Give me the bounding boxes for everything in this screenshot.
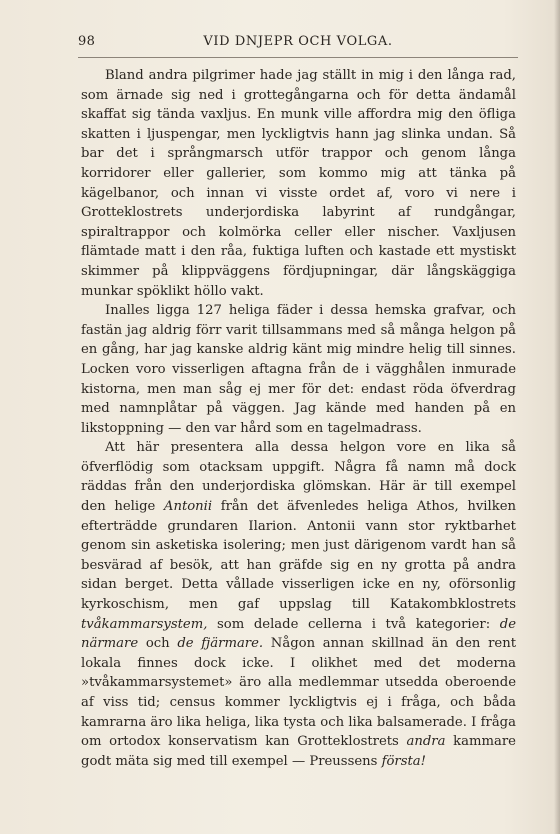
text-segment: kammare godt mäta sig med till exempel — Preussens bbox=[81, 734, 516, 769]
text-segment: som delade cellerna i två kategorier: bbox=[207, 616, 500, 632]
italic-text: andra bbox=[406, 734, 446, 750]
page-header bbox=[78, 30, 518, 54]
text-segment: Bland andra pilgrimer hade jag ställt in mig i den långa rad, som ärnade sig ned i grottegångarna och för detta ändamål skaffat sig tända vaxljus. En munk ville affordra mig den öfliga skatten i ljuspengar, men lyckligtvis hann jag slinka undan. Så bar det i språngmarsch utför trappor och genom långa korridorer eller gallerier, som kommo mig att tänka på kägelbanor, och innan vi visste ordet af, voro vi nere i Grotteklostrets underjordiska labyrint af rundgångar, spiraltrappor och kolmörka celler eller nischer. Vaxljusen flämtade matt i den råa, fuktiga luften och kastade ett mystiskt skimmer på klippväggens fördjupningar, där långskäggiga munkar spöklikt höllo vakt. bbox=[81, 68, 516, 299]
running-title: VID DNJEPR OCH VOLGA. bbox=[203, 34, 393, 49]
text-segment: och bbox=[138, 636, 178, 652]
header-rule bbox=[78, 57, 518, 58]
italic-text: tvåkammarsystem, bbox=[81, 616, 208, 632]
page-edge-shadow bbox=[554, 0, 560, 834]
paragraph bbox=[81, 438, 516, 771]
text-segment: från det äfvenledes heliga Athos, hvilken efterträdde grundaren Ilarion. Antonii vann stor ryktbarhet genom sin asketiska isolering; men just därigenom vardt han så besvärad af besök, att han gräfde sig en ny grotta på andra sidan berget. Detta vållade visserligen icke en ny, oförsonlig kyrkoschism, men gaf uppslag till Katakombklostrets bbox=[81, 499, 516, 613]
text-segment: Någon annan skillnad än den rent lokala finnes dock icke. I olikhet med det moderna »tvåkammarsystemet» äro alla medlemmar utsedda oberoende af viss tid; census kommer lyckligtvis ej i fråga, och båda kamrarna äro lika heliga, lika tysta och lika balsamerade. I fråga om ortodox konservatism kan Grotteklostrets bbox=[81, 636, 516, 750]
paragraph bbox=[81, 301, 516, 438]
italic-text: de närmare bbox=[81, 616, 516, 652]
italic-text: första! bbox=[381, 753, 426, 769]
italic-text: de fjärmare. bbox=[177, 636, 264, 652]
body-text bbox=[81, 66, 516, 771]
page-number: 98 bbox=[78, 34, 96, 49]
text-segment: Att här presentera alla dessa helgon vore en lika så öfverflödig som otacksam uppgift. Några få namn må dock räddas från den underjordiska glömskan. Här är till exempel den helige bbox=[81, 440, 516, 515]
italic-text: Antonii bbox=[163, 499, 213, 515]
paragraph bbox=[81, 66, 516, 301]
text-segment: Inalles ligga 127 heliga fäder i dessa hemska grafvar, och fastän jag aldrig förr varit tillsammans med så många helgon på en gång, har jag kanske aldrig känt mig mindre helig till sinnes. Locken voro visserligen aftagna från de i vägghålen inmurade kistorna, men man såg ej mer för det: endast röda öfverdrag med namnplåtar på väggen. Jag kände med handen på en likstoppning — den var hård som en tagelmadrass. bbox=[81, 303, 516, 436]
